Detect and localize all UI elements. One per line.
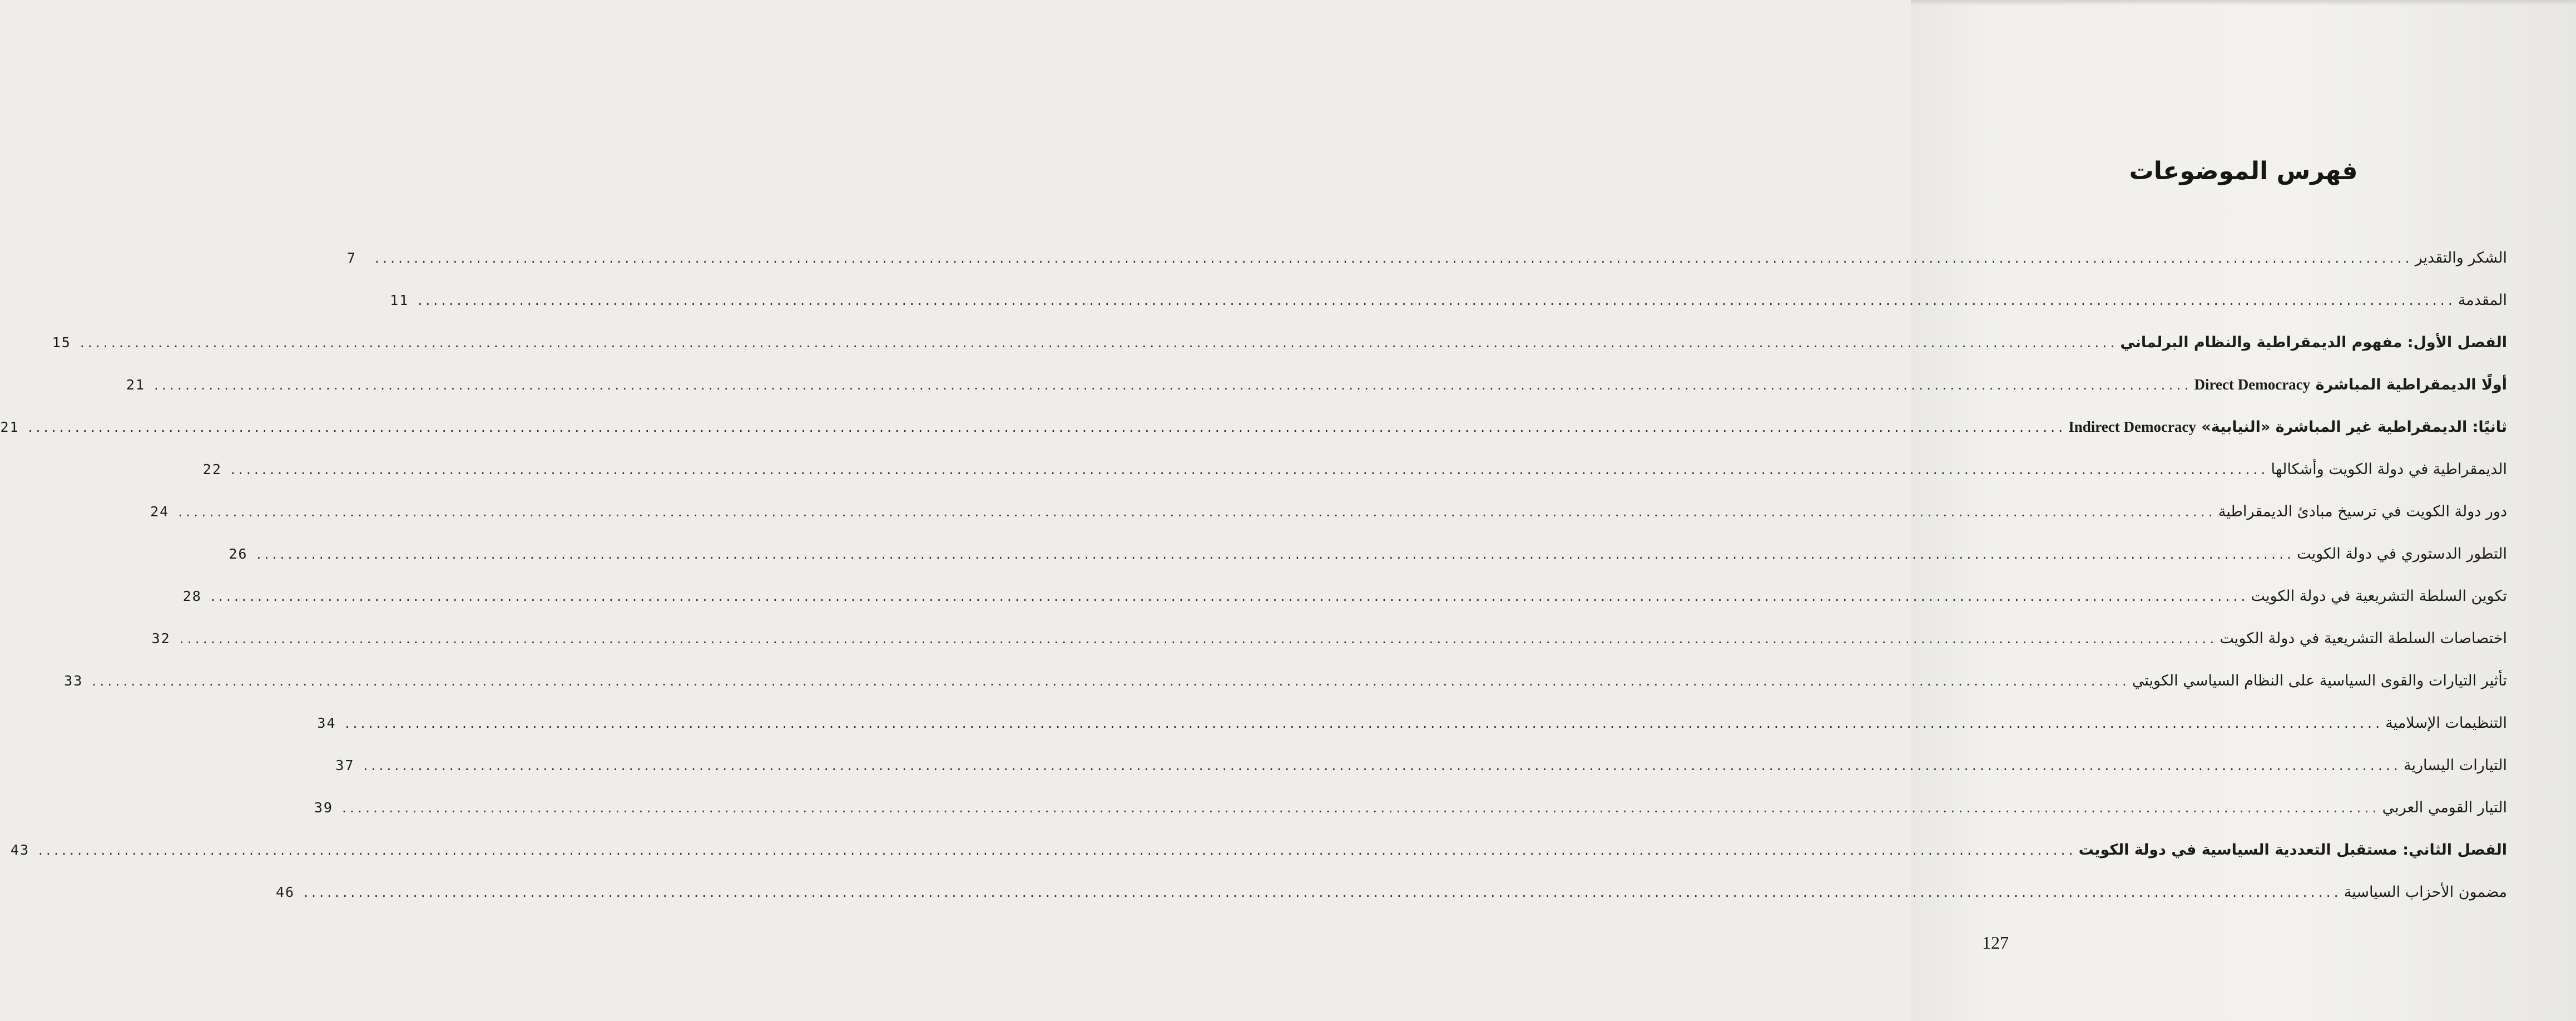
dot-leader: .....................................................................................................................................................................................................................................................................	[37, 844, 2075, 857]
toc-entry-page: 24	[150, 504, 170, 520]
toc-entry-page: 11	[390, 292, 409, 308]
page-top-edge	[1911, 0, 2576, 6]
toc-entry	[151, 630, 2507, 672]
toc-entry	[202, 461, 2507, 503]
dot-leader: .....................................................................................................................................................................................................................................................................	[177, 506, 2215, 519]
toc-entry-page: 33	[64, 673, 83, 689]
toc-entry-english-title: Indirect Democracy	[2068, 418, 2196, 435]
toc-entry-title-group	[2194, 376, 2507, 393]
toc-entry-page: 46	[276, 884, 295, 900]
toc-entry-title: التنظيمات الإسلامية	[2385, 714, 2507, 732]
toc-entry-page: 21	[126, 377, 145, 393]
dot-leader: .....................................................................................................................................................................................................................................................................	[362, 759, 2400, 773]
toc-entry	[346, 249, 2507, 292]
toc-entry	[317, 714, 2507, 757]
toc-entry-title: الديمقراطية في دولة الكويت وأشكالها	[2271, 461, 2507, 478]
toc-entry-page: 21	[0, 419, 19, 435]
toc-entry-page: 39	[314, 800, 333, 816]
toc-entry-page: 37	[335, 757, 355, 773]
toc-entry-title: أولًا الديمقراطية المباشرة	[2315, 376, 2507, 393]
page-number: 127	[1982, 933, 2009, 953]
toc-entry-page: 34	[317, 715, 336, 731]
toc-entry-page: 28	[182, 588, 202, 604]
toc-entry-title: مضمون الأحزاب السياسية	[2344, 884, 2507, 901]
toc-entry-english-title: Direct Democracy	[2194, 376, 2311, 393]
toc-entry-title: الفصل الأول: مفهوم الديمقراطية والنظام البرلماني	[2120, 334, 2507, 351]
toc-chapter-entry	[52, 334, 2507, 376]
toc-entry-title: الشكر والتقدير	[2415, 249, 2507, 267]
dot-leader: .....................................................................................................................................................................................................................................................................	[209, 590, 2248, 604]
dot-leader: .....................................................................................................................................................................................................................................................................	[27, 421, 2065, 435]
dot-leader: .....................................................................................................................................................................................................................................................................	[229, 463, 2268, 477]
toc-entry	[314, 799, 2507, 841]
toc-entry-title: الفصل الثاني: مستقبل التعددية السياسية في دولة الكويت	[2078, 841, 2507, 859]
toc-entry-page: 15	[52, 334, 71, 351]
dot-leader: .....................................................................................................................................................................................................................................................................	[340, 802, 2379, 815]
toc-entry	[182, 588, 2507, 630]
toc-entry-title: التيارات اليسارية	[2403, 757, 2507, 774]
toc-entry-page: 43	[10, 842, 29, 858]
dot-leader: .....................................................................................................................................................................................................................................................................	[417, 294, 2455, 308]
table-of-contents	[0, 249, 2507, 926]
dot-leader: .....................................................................................................................................................................................................................................................................	[373, 252, 2412, 265]
toc-entry-page: 22	[202, 461, 222, 477]
toc-entry-page: 32	[151, 630, 171, 647]
dot-leader: .....................................................................................................................................................................................................................................................................	[303, 886, 2341, 900]
dot-leader: .....................................................................................................................................................................................................................................................................	[91, 675, 2129, 688]
dot-leader: .....................................................................................................................................................................................................................................................................	[344, 717, 2382, 731]
toc-entry	[64, 672, 2507, 714]
toc-entry-title: التطور الدستوري في دولة الكويت	[2297, 545, 2507, 563]
dot-leader: .....................................................................................................................................................................................................................................................................	[78, 337, 2117, 350]
toc-entry	[276, 884, 2507, 926]
dot-leader: .....................................................................................................................................................................................................................................................................	[178, 633, 2217, 646]
page-title: فهرس الموضوعات	[2129, 157, 2358, 185]
toc-entry	[390, 292, 2507, 334]
toc-entry	[150, 503, 2507, 545]
toc-entry-title: ثانيًا: الديمقراطية غير المباشرة «النيابية»	[2201, 418, 2507, 436]
toc-entry-title: تأثير التيارات والقوى السياسية على النظام السياسي الكويتي	[2132, 672, 2507, 689]
toc-chapter-entry	[10, 841, 2507, 884]
toc-entry-title: التيار القومي العربي	[2382, 799, 2507, 816]
toc-entry	[229, 545, 2507, 588]
toc-entry-title: اختصاصات السلطة التشريعية في دولة الكويت	[2220, 630, 2507, 647]
toc-entry-title: دور دولة الكويت في ترسيخ مبادئ الديمقراطية	[2218, 503, 2507, 520]
toc-entry-page: 26	[229, 546, 248, 562]
toc-entry	[0, 418, 2507, 461]
dot-leader: .....................................................................................................................................................................................................................................................................	[152, 379, 2191, 392]
toc-entry-title-group	[2068, 418, 2507, 436]
toc-entry	[335, 757, 2507, 799]
toc-entry-page: 7	[346, 250, 356, 266]
toc-entry-title: تكوين السلطة التشريعية في دولة الكويت	[2251, 588, 2507, 605]
toc-entry-title: المقدمة	[2458, 292, 2507, 309]
toc-entry	[126, 376, 2507, 418]
dot-leader: .....................................................................................................................................................................................................................................................................	[255, 548, 2294, 561]
